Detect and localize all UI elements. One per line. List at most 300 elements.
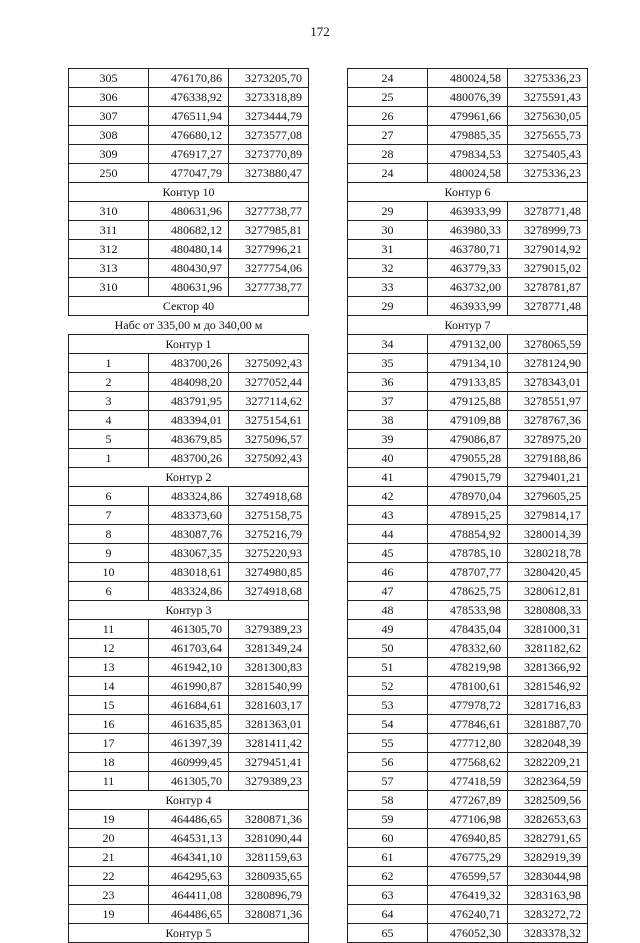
- x-coordinate: 483067,35: [149, 544, 229, 563]
- table-row: [348, 411, 588, 430]
- point-number: 59: [348, 810, 428, 829]
- point-number: 25: [348, 88, 428, 107]
- point-number: 31: [348, 240, 428, 259]
- x-coordinate: 461397,39: [149, 734, 229, 753]
- y-coordinate: 3280871,36: [229, 905, 309, 924]
- y-coordinate: 3281349,24: [229, 639, 309, 658]
- y-coordinate: 3279605,25: [508, 487, 588, 506]
- y-coordinate: 3278771,48: [508, 202, 588, 221]
- point-number: 52: [348, 677, 428, 696]
- table-row: [69, 373, 309, 392]
- y-coordinate: 3275092,43: [229, 354, 309, 373]
- section-header-row: [348, 183, 588, 202]
- table-row: [348, 924, 588, 943]
- point-number: 7: [69, 506, 149, 525]
- x-coordinate: 477846,61: [428, 715, 508, 734]
- y-coordinate: 3278124,90: [508, 354, 588, 373]
- point-number: 3: [69, 392, 149, 411]
- point-number: 61: [348, 848, 428, 867]
- x-coordinate: 464411,08: [149, 886, 229, 905]
- table-row: [69, 411, 309, 430]
- table-row: [348, 468, 588, 487]
- point-number: 311: [69, 221, 149, 240]
- page-number: 172: [310, 24, 330, 39]
- point-number: 20: [69, 829, 149, 848]
- table-row: [348, 506, 588, 525]
- x-coordinate: 461305,70: [149, 772, 229, 791]
- point-number: 57: [348, 772, 428, 791]
- x-coordinate: 476052,30: [428, 924, 508, 943]
- table-row: [69, 544, 309, 563]
- y-coordinate: 3273577,08: [229, 126, 309, 145]
- x-coordinate: 479055,28: [428, 449, 508, 468]
- y-coordinate: 3281300,83: [229, 658, 309, 677]
- x-coordinate: 483700,26: [149, 354, 229, 373]
- point-number: 38: [348, 411, 428, 430]
- section-header-row: [69, 335, 309, 354]
- x-coordinate: 477267,89: [428, 791, 508, 810]
- x-coordinate: 464531,13: [149, 829, 229, 848]
- y-coordinate: 3280420,45: [508, 563, 588, 582]
- y-coordinate: 3279451,41: [229, 753, 309, 772]
- y-coordinate: 3281363,01: [229, 715, 309, 734]
- x-coordinate: 476940,85: [428, 829, 508, 848]
- x-coordinate: 477106,98: [428, 810, 508, 829]
- point-number: 6: [69, 487, 149, 506]
- point-number: 305: [69, 69, 149, 88]
- table-row: [69, 88, 309, 107]
- y-coordinate: 3275655,73: [508, 126, 588, 145]
- x-coordinate: 477978,72: [428, 696, 508, 715]
- point-number: 17: [69, 734, 149, 753]
- x-coordinate: 478625,75: [428, 582, 508, 601]
- y-coordinate: 3273444,79: [229, 107, 309, 126]
- point-number: 63: [348, 886, 428, 905]
- x-coordinate: 477712,80: [428, 734, 508, 753]
- x-coordinate: 476170,86: [149, 69, 229, 88]
- table-row: [348, 430, 588, 449]
- y-coordinate: 3278767,36: [508, 411, 588, 430]
- point-number: 1: [69, 449, 149, 468]
- x-coordinate: 483087,76: [149, 525, 229, 544]
- point-number: 58: [348, 791, 428, 810]
- y-coordinate: 3273770,89: [229, 145, 309, 164]
- y-coordinate: 3280896,79: [229, 886, 309, 905]
- table-row: [69, 772, 309, 791]
- table-row: [69, 107, 309, 126]
- section-title: Контур 6: [348, 183, 588, 202]
- x-coordinate: 463779,33: [428, 259, 508, 278]
- point-number: 54: [348, 715, 428, 734]
- point-number: 250: [69, 164, 149, 183]
- x-coordinate: 484098,20: [149, 373, 229, 392]
- y-coordinate: 3274918,68: [229, 487, 309, 506]
- point-number: 16: [69, 715, 149, 734]
- table-row: [348, 829, 588, 848]
- table-row: [348, 544, 588, 563]
- table-row: [69, 392, 309, 411]
- x-coordinate: 476599,57: [428, 867, 508, 886]
- point-number: 11: [69, 620, 149, 639]
- x-coordinate: 480631,96: [149, 202, 229, 221]
- y-coordinate: 3278551,97: [508, 392, 588, 411]
- point-number: 56: [348, 753, 428, 772]
- y-coordinate: 3281887,70: [508, 715, 588, 734]
- y-coordinate: 3275216,79: [229, 525, 309, 544]
- point-number: 64: [348, 905, 428, 924]
- point-number: 32: [348, 259, 428, 278]
- table-body-left: [69, 69, 309, 943]
- table-row: [69, 848, 309, 867]
- x-coordinate: 479133,85: [428, 373, 508, 392]
- point-number: 310: [69, 278, 149, 297]
- table-row: [69, 487, 309, 506]
- point-number: 4: [69, 411, 149, 430]
- table-row: [348, 240, 588, 259]
- x-coordinate: 478100,61: [428, 677, 508, 696]
- x-coordinate: 480631,96: [149, 278, 229, 297]
- y-coordinate: 3283163,98: [508, 886, 588, 905]
- table-row: [69, 69, 309, 88]
- x-coordinate: 480024,58: [428, 164, 508, 183]
- x-coordinate: 483679,85: [149, 430, 229, 449]
- x-coordinate: 476775,29: [428, 848, 508, 867]
- table-body-right: [348, 69, 588, 943]
- x-coordinate: 479125,88: [428, 392, 508, 411]
- point-number: 60: [348, 829, 428, 848]
- table-row: [348, 620, 588, 639]
- x-coordinate: 483373,60: [149, 506, 229, 525]
- point-number: 24: [348, 164, 428, 183]
- table-row: [348, 886, 588, 905]
- y-coordinate: 3282919,39: [508, 848, 588, 867]
- y-coordinate: 3281411,42: [229, 734, 309, 753]
- y-coordinate: 3275154,61: [229, 411, 309, 430]
- x-coordinate: 483394,01: [149, 411, 229, 430]
- point-number: 49: [348, 620, 428, 639]
- y-coordinate: 3278999,73: [508, 221, 588, 240]
- table-row: [69, 734, 309, 753]
- x-coordinate: 476240,71: [428, 905, 508, 924]
- table-row: [69, 221, 309, 240]
- x-coordinate: 478435,04: [428, 620, 508, 639]
- section-title: Контур 10: [69, 183, 309, 202]
- table-row: [69, 753, 309, 772]
- point-number: 50: [348, 639, 428, 658]
- x-coordinate: 476917,27: [149, 145, 229, 164]
- y-coordinate: 3278343,01: [508, 373, 588, 392]
- table-row: [348, 772, 588, 791]
- table-row: [69, 145, 309, 164]
- coordinates-table-left: [68, 68, 309, 943]
- y-coordinate: 3273318,89: [229, 88, 309, 107]
- y-coordinate: 3281603,17: [229, 696, 309, 715]
- point-number: 48: [348, 601, 428, 620]
- x-coordinate: 461703,64: [149, 639, 229, 658]
- table-row: [69, 126, 309, 145]
- section-title: Контур 4: [69, 791, 309, 810]
- y-coordinate: 3275096,57: [229, 430, 309, 449]
- x-coordinate: 479885,35: [428, 126, 508, 145]
- table-row: [348, 392, 588, 411]
- x-coordinate: 461684,61: [149, 696, 229, 715]
- x-coordinate: 483700,26: [149, 449, 229, 468]
- section-header-row: [69, 468, 309, 487]
- table-row: [348, 126, 588, 145]
- coordinates-table-right: [347, 68, 588, 943]
- x-coordinate: 463980,33: [428, 221, 508, 240]
- table-row: [69, 867, 309, 886]
- y-coordinate: 3283272,72: [508, 905, 588, 924]
- table-row: [348, 810, 588, 829]
- table-row: [348, 696, 588, 715]
- x-coordinate: 478533,98: [428, 601, 508, 620]
- x-coordinate: 464486,65: [149, 810, 229, 829]
- section-title: Сектор 40: [69, 297, 309, 316]
- x-coordinate: 477568,62: [428, 753, 508, 772]
- point-number: 47: [348, 582, 428, 601]
- table-row: [348, 487, 588, 506]
- table-row: [69, 354, 309, 373]
- y-coordinate: 3275336,23: [508, 69, 588, 88]
- table-row: [69, 620, 309, 639]
- section-title: Контур 1: [69, 335, 309, 354]
- x-coordinate: 460999,45: [149, 753, 229, 772]
- y-coordinate: 3280935,65: [229, 867, 309, 886]
- section-header-row: [69, 791, 309, 810]
- point-number: 308: [69, 126, 149, 145]
- table-row: [69, 810, 309, 829]
- point-number: 43: [348, 506, 428, 525]
- section-title: Контур 2: [69, 468, 309, 487]
- x-coordinate: 476680,12: [149, 126, 229, 145]
- table-row: [348, 297, 588, 316]
- table-row: [348, 791, 588, 810]
- section-title: Набс от 335,00 м до 340,00 м: [69, 316, 309, 335]
- table-row: [348, 639, 588, 658]
- point-number: 27: [348, 126, 428, 145]
- point-number: 51: [348, 658, 428, 677]
- y-coordinate: 3275092,43: [229, 449, 309, 468]
- x-coordinate: 483324,86: [149, 487, 229, 506]
- table-row: [69, 164, 309, 183]
- x-coordinate: 463933,99: [428, 297, 508, 316]
- y-coordinate: 3275591,43: [508, 88, 588, 107]
- point-number: 2: [69, 373, 149, 392]
- table-row: [348, 734, 588, 753]
- point-number: 19: [69, 905, 149, 924]
- point-number: 28: [348, 145, 428, 164]
- x-coordinate: 463933,99: [428, 202, 508, 221]
- x-coordinate: 478915,25: [428, 506, 508, 525]
- table-row: [348, 449, 588, 468]
- y-coordinate: 3279014,92: [508, 240, 588, 259]
- y-coordinate: 3280612,81: [508, 582, 588, 601]
- x-coordinate: 479134,10: [428, 354, 508, 373]
- x-coordinate: 463732,00: [428, 278, 508, 297]
- point-number: 307: [69, 107, 149, 126]
- point-number: 30: [348, 221, 428, 240]
- y-coordinate: 3282048,39: [508, 734, 588, 753]
- y-coordinate: 3280014,39: [508, 525, 588, 544]
- table-row: [69, 449, 309, 468]
- table-row: [348, 69, 588, 88]
- table-row: [348, 905, 588, 924]
- table-row: [348, 145, 588, 164]
- point-number: 18: [69, 753, 149, 772]
- section-header-row: [69, 316, 309, 335]
- y-coordinate: 3283044,98: [508, 867, 588, 886]
- point-number: 23: [69, 886, 149, 905]
- point-number: 62: [348, 867, 428, 886]
- table-row: [69, 278, 309, 297]
- point-number: 29: [348, 297, 428, 316]
- point-number: 11: [69, 772, 149, 791]
- table-row: [69, 696, 309, 715]
- x-coordinate: 483791,95: [149, 392, 229, 411]
- point-number: 15: [69, 696, 149, 715]
- y-coordinate: 3281159,63: [229, 848, 309, 867]
- point-number: 46: [348, 563, 428, 582]
- y-coordinate: 3278781,87: [508, 278, 588, 297]
- table-row: [348, 259, 588, 278]
- point-number: 42: [348, 487, 428, 506]
- y-coordinate: 3279015,02: [508, 259, 588, 278]
- x-coordinate: 479086,87: [428, 430, 508, 449]
- x-coordinate: 479132,00: [428, 335, 508, 354]
- point-number: 45: [348, 544, 428, 563]
- y-coordinate: 3281182,62: [508, 639, 588, 658]
- point-number: 14: [69, 677, 149, 696]
- point-number: 39: [348, 430, 428, 449]
- x-coordinate: 480430,97: [149, 259, 229, 278]
- y-coordinate: 3277985,81: [229, 221, 309, 240]
- table-row: [348, 221, 588, 240]
- y-coordinate: 3281366,92: [508, 658, 588, 677]
- point-number: 9: [69, 544, 149, 563]
- x-coordinate: 461942,10: [149, 658, 229, 677]
- point-number: 24: [348, 69, 428, 88]
- table-row: [69, 829, 309, 848]
- point-number: 310: [69, 202, 149, 221]
- table-row: [348, 202, 588, 221]
- x-coordinate: 464486,65: [149, 905, 229, 924]
- y-coordinate: 3277738,77: [229, 278, 309, 297]
- table-row: [69, 639, 309, 658]
- table-row: [348, 164, 588, 183]
- point-number: 22: [69, 867, 149, 886]
- point-number: 8: [69, 525, 149, 544]
- point-number: 53: [348, 696, 428, 715]
- point-number: 34: [348, 335, 428, 354]
- point-number: 65: [348, 924, 428, 943]
- table-row: [348, 525, 588, 544]
- table-row: [348, 658, 588, 677]
- x-coordinate: 478332,60: [428, 639, 508, 658]
- table-row: [348, 278, 588, 297]
- table-row: [69, 677, 309, 696]
- section-header-row: [69, 183, 309, 202]
- x-coordinate: 480024,58: [428, 69, 508, 88]
- y-coordinate: 3277052,44: [229, 373, 309, 392]
- point-number: 12: [69, 639, 149, 658]
- y-coordinate: 3279389,23: [229, 620, 309, 639]
- table-row: [69, 658, 309, 677]
- y-coordinate: 3275158,75: [229, 506, 309, 525]
- section-title: Контур 3: [69, 601, 309, 620]
- y-coordinate: 3277738,77: [229, 202, 309, 221]
- x-coordinate: 461635,85: [149, 715, 229, 734]
- table-row: [348, 715, 588, 734]
- table-row: [348, 601, 588, 620]
- x-coordinate: 479834,53: [428, 145, 508, 164]
- x-coordinate: 479015,79: [428, 468, 508, 487]
- y-coordinate: 3279389,23: [229, 772, 309, 791]
- point-number: 312: [69, 240, 149, 259]
- y-coordinate: 3281090,44: [229, 829, 309, 848]
- table-row: [348, 677, 588, 696]
- x-coordinate: 483324,86: [149, 582, 229, 601]
- y-coordinate: 3281716,83: [508, 696, 588, 715]
- section-title: Контур 5: [69, 924, 309, 943]
- x-coordinate: 480682,12: [149, 221, 229, 240]
- table-row: [69, 259, 309, 278]
- table-row: [348, 563, 588, 582]
- y-coordinate: 3278065,59: [508, 335, 588, 354]
- x-coordinate: 464295,63: [149, 867, 229, 886]
- table-row: [348, 867, 588, 886]
- y-coordinate: 3280218,78: [508, 544, 588, 563]
- y-coordinate: 3283378,32: [508, 924, 588, 943]
- y-coordinate: 3275220,93: [229, 544, 309, 563]
- x-coordinate: 463780,71: [428, 240, 508, 259]
- table-row: [69, 240, 309, 259]
- y-coordinate: 3273880,47: [229, 164, 309, 183]
- x-coordinate: 464341,10: [149, 848, 229, 867]
- point-number: 306: [69, 88, 149, 107]
- x-coordinate: 461990,87: [149, 677, 229, 696]
- point-number: 10: [69, 563, 149, 582]
- section-header-row: [69, 297, 309, 316]
- y-coordinate: 3282209,21: [508, 753, 588, 772]
- section-header-row: [69, 601, 309, 620]
- point-number: 33: [348, 278, 428, 297]
- x-coordinate: 461305,70: [149, 620, 229, 639]
- point-number: 5: [69, 430, 149, 449]
- point-number: 35: [348, 354, 428, 373]
- x-coordinate: 478707,77: [428, 563, 508, 582]
- point-number: 44: [348, 525, 428, 544]
- table-row: [348, 354, 588, 373]
- point-number: 37: [348, 392, 428, 411]
- x-coordinate: 480480,14: [149, 240, 229, 259]
- y-coordinate: 3277754,06: [229, 259, 309, 278]
- y-coordinate: 3274918,68: [229, 582, 309, 601]
- table-row: [69, 506, 309, 525]
- point-number: 13: [69, 658, 149, 677]
- table-row: [348, 753, 588, 772]
- x-coordinate: 480076,39: [428, 88, 508, 107]
- table-row: [348, 848, 588, 867]
- table-row: [69, 563, 309, 582]
- x-coordinate: 477418,59: [428, 772, 508, 791]
- point-number: 19: [69, 810, 149, 829]
- table-row: [69, 886, 309, 905]
- y-coordinate: 3279188,86: [508, 449, 588, 468]
- y-coordinate: 3277114,62: [229, 392, 309, 411]
- y-coordinate: 3278975,20: [508, 430, 588, 449]
- y-coordinate: 3275630,05: [508, 107, 588, 126]
